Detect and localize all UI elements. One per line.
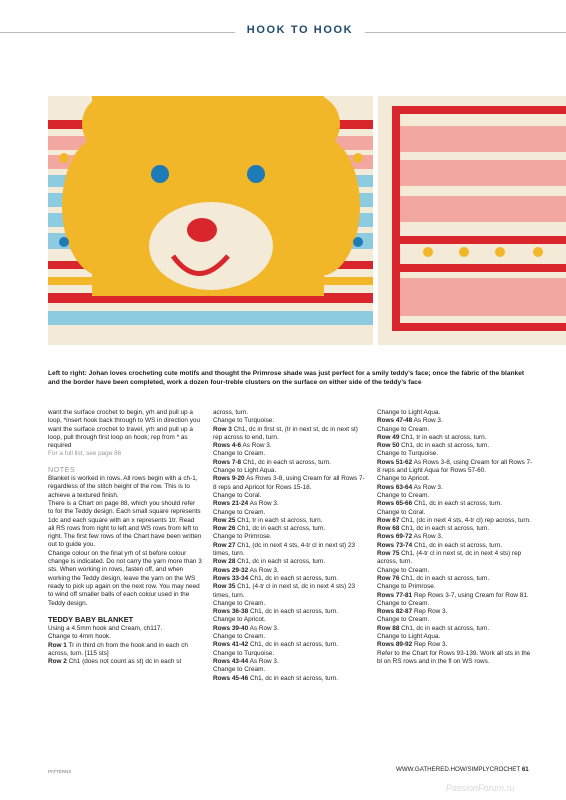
- pattern-row: [213, 459, 367, 467]
- pattern-row: [213, 467, 367, 475]
- row-text: Change to Apricot.: [377, 475, 430, 483]
- row-text: Rep Row 3.: [413, 641, 448, 649]
- row-text: As Row 3.: [249, 657, 279, 665]
- row-text: Change to Light Aqua.: [213, 467, 277, 475]
- pattern-row: [377, 650, 533, 667]
- row-text: Rep Row 3.: [413, 608, 448, 616]
- row-label: Rows 77-81: [377, 591, 413, 599]
- pattern-row: [213, 500, 367, 508]
- row-label: Row 49: [377, 433, 400, 441]
- pattern-row: [213, 492, 367, 500]
- footer-url-page: [396, 766, 529, 773]
- row-text: As Row 3.: [413, 533, 443, 541]
- row-label: Rows 4-6: [213, 442, 242, 450]
- photo-caption: Left to right: Johan loves crocheting cute motifs and thought the Primrose shade was just perfect for a smily teddy’s face; once the fabric of the blanket and the border have been completed, work a dozen four-treble clusters on the surface on either side of the teddy’s face: [48, 370, 525, 386]
- row-text: Change to Turquoise.: [213, 649, 275, 657]
- row-label: Rows 69-72: [377, 533, 413, 541]
- row-label: Row 50: [377, 442, 400, 450]
- pattern-row: [213, 600, 367, 608]
- row-text: Ch1, (dc in next 4 sts, 4-tr cl in next st) 23 times, turn.: [213, 541, 356, 558]
- row-text: As Row 3.: [413, 417, 443, 425]
- footer-url: WWW.GATHERED.HOW/SIMPLYCROCHET: [396, 766, 521, 773]
- row-text: As Row 3.: [249, 624, 279, 632]
- pattern-row: [377, 517, 533, 525]
- row-text: Change to Primrose.: [377, 583, 436, 591]
- row-text: Tr in third ch from the hook and in each ch across, turn. [115 sts]: [48, 641, 188, 658]
- row-label: Rows 51-62: [377, 458, 413, 466]
- row-label: Rows 82-87: [377, 608, 413, 616]
- row-text: As Row 3.: [249, 500, 279, 508]
- abbreviations-reference: For a full list, see page 86: [48, 450, 122, 458]
- row-label: Row 3: [213, 425, 232, 433]
- row-text: Ch1, dc in each st across, turn.: [249, 574, 339, 582]
- pattern-row: [213, 608, 367, 616]
- row-text: Change to Cream.: [377, 491, 430, 499]
- pattern-row: [213, 533, 367, 541]
- row-text: Ch1, dc in each st across, turn.: [401, 624, 490, 632]
- pattern-row: [377, 533, 533, 541]
- footer-section-label: PATTERNS: [48, 769, 72, 774]
- row-label: Row 26: [213, 525, 236, 533]
- blanket-corner-photo: [378, 96, 566, 345]
- row-label: Row 25: [213, 516, 236, 524]
- pattern-row: [213, 475, 367, 492]
- row-label: Rows 9-20: [213, 475, 245, 483]
- pattern-row: [213, 575, 367, 583]
- row-label: Rows 65-66: [377, 500, 413, 508]
- page-header: [0, 22, 566, 42]
- pattern-row: [377, 583, 533, 591]
- pattern-row: [213, 567, 367, 575]
- pattern-row: [377, 575, 533, 583]
- row-text: Change to Cream.: [213, 599, 266, 607]
- watermark: PassionForum.ru: [446, 783, 515, 793]
- teddy-blanket-illustration: [48, 96, 373, 345]
- row-text: Change to Light Aqua.: [377, 409, 441, 416]
- pattern-row: [213, 625, 367, 633]
- pattern-row: [377, 475, 533, 483]
- surface-crochet-text: want the surface crochet to begin, yrh and pull up a loop, *insert hook back through to WS in direction you want the surface crochet to travel, yrh and pull up a loop, pull through first loop on hook; rep from * as required: [48, 409, 201, 450]
- pattern-row: [48, 642, 202, 659]
- pattern-row: [377, 592, 533, 600]
- pattern-row: [377, 459, 533, 476]
- row-label: Row 2: [48, 658, 67, 666]
- row-label: Rows 41-42: [213, 641, 249, 649]
- row-label: Rows 39-40: [213, 624, 249, 632]
- row-text: As Row 3.: [249, 566, 279, 574]
- pattern-row: [377, 492, 533, 500]
- row-text: Ch1, dc in each st across, turn.: [249, 674, 339, 682]
- row-text: Ch1, dc in each st across, turn.: [413, 541, 503, 549]
- row-text: Change to Cream.: [377, 566, 430, 574]
- row-text: Ch1, dc in each st across, turn.: [249, 641, 339, 649]
- row-text: Change to Cream.: [377, 599, 430, 607]
- page-number: 61: [521, 766, 529, 773]
- row-label: Row 1: [48, 641, 67, 649]
- row-label: Rows 63-64: [377, 483, 413, 491]
- row-text: Ch1, (dc in next 4 sts, 4-tr cl) rep across, turn.: [401, 516, 531, 524]
- row-text: across, turn.: [213, 409, 249, 416]
- pattern-row: [377, 616, 533, 624]
- pattern-row: [213, 509, 367, 517]
- row-text: Change to Cream.: [377, 616, 430, 624]
- row-text: Change to Cream.: [213, 450, 266, 458]
- pattern-row: [213, 616, 367, 624]
- pattern-row: [377, 550, 533, 567]
- row-text: Change to Turquoise.: [213, 417, 275, 425]
- row-text: Change to Coral.: [377, 508, 426, 516]
- row-text: Ch1, dc in each st across, turn.: [237, 525, 326, 533]
- pattern-row: [377, 426, 533, 434]
- row-text: Ch1, (4-tr cl in next st, dc in next 4 sts) 23 times, turn.: [213, 583, 356, 599]
- row-text: Ch1, dc in each st across, turn.: [413, 500, 503, 508]
- pattern-row: [377, 409, 533, 417]
- row-label: Rows 73-74: [377, 541, 413, 549]
- row-label: Row 28: [213, 558, 236, 566]
- row-label: Row 75: [377, 550, 400, 558]
- pattern-row: [213, 650, 367, 658]
- row-text: Ch1, tr in each st across, turn.: [237, 516, 323, 524]
- row-text: Change to Coral.: [213, 491, 262, 499]
- row-text: Change to Cream.: [213, 508, 266, 516]
- text-column-1: [48, 409, 202, 667]
- pattern-row: [213, 426, 367, 443]
- row-label: Row 35: [213, 583, 236, 591]
- row-text: Ch1, dc in each st across, turn.: [401, 525, 490, 533]
- row-label: Rows 7-8: [213, 458, 242, 466]
- pattern-row: [377, 600, 533, 608]
- pattern-row: [377, 434, 533, 442]
- row-label: Row 88: [377, 624, 400, 632]
- notes-text: Blanket is worked in rows. All rows begin with a ch-1, regardless of the stitch height of the row. This is to achieve a textured finish. There is a Chart on page 88, which you should refer to for the Teddy design. Each small square represents 1dc and each square with an x represents 1tr. Read all RS rows from right to left and WS rows from left to right. The first few rows of the Chart have been written out to guide you. Change colour on the final yrh of st before colour change is indicated. Do not carry the yarn more than 3 sts. When working in rows, fasten off, and when working the Teddy design, leave the yarn on the WS ready to pick up again on the next row. You may need to wind off smaller balls of each colour used in the Teddy design.: [48, 475, 202, 607]
- row-text: As Row 3.: [242, 442, 272, 450]
- notes-heading: NOTES: [48, 464, 76, 474]
- row-text: Change to Cream.: [213, 633, 266, 641]
- pattern-row: [213, 633, 367, 641]
- pattern-row: [213, 542, 367, 559]
- row-text: Ch1, dc in each st across, turn.: [237, 558, 326, 566]
- row-text: Ch1, (4-tr cl in next st, dc in next 4 sts) rep across, turn.: [377, 550, 522, 566]
- row-text: Ch1, tr in each st across, turn.: [401, 433, 487, 441]
- row-label: Row 67: [377, 516, 400, 524]
- pattern-intro: Using a 4.5mm hook and Cream, ch117. Change to 4mm hook.: [48, 625, 163, 641]
- row-text: Change to Cream.: [213, 666, 266, 674]
- pattern-row: [213, 517, 367, 525]
- row-text: Rep Rows 3-7, using Cream for Row 81.: [413, 591, 529, 599]
- pattern-row: [377, 542, 533, 550]
- pattern-row: [48, 658, 202, 666]
- pattern-row: [377, 625, 533, 633]
- row-text: Ch1, dc in each st across, turn.: [401, 442, 490, 450]
- pattern-row: [213, 583, 367, 600]
- row-text: As Rows 3-8, using Cream for all Rows 7-8 reps and Light Aqua for Rows 57-60.: [377, 458, 533, 475]
- pattern-row: [213, 450, 367, 458]
- row-label: Rows 33-34: [213, 574, 249, 582]
- pattern-row: [377, 500, 533, 508]
- header-rule-left: [0, 32, 235, 33]
- pattern-heading: TEDDY BABY BLANKET: [48, 614, 134, 624]
- row-label: Row 68: [377, 525, 400, 533]
- pattern-row: [377, 509, 533, 517]
- row-label: Rows 89-92: [377, 641, 413, 649]
- row-text: Change to Cream.: [377, 425, 430, 433]
- row-text: Ch1, dc in first st, (tr in next st, dc in next st) rep across to end, turn.: [213, 425, 358, 441]
- pattern-row: [377, 484, 533, 492]
- row-text: Change to Turquoise.: [377, 450, 439, 458]
- pattern-row: [213, 525, 367, 533]
- pattern-rows: [48, 642, 202, 667]
- pattern-row: [377, 525, 533, 533]
- blanket-corner-illustration: [378, 96, 566, 345]
- row-text: As Rows 3-8, using Cream for all Rows 7-8 reps and Apricot for Rows 15-18.: [213, 475, 365, 491]
- pattern-row: [377, 417, 533, 425]
- row-text: Change to Primrose.: [213, 533, 272, 541]
- pattern-row: [213, 658, 367, 666]
- pattern-row: [377, 567, 533, 575]
- pattern-row: [377, 442, 533, 450]
- row-text: Change to Apricot.: [213, 616, 266, 624]
- row-label: Row 76: [377, 574, 400, 582]
- pattern-row: [213, 666, 367, 674]
- row-text: Change to Light Aqua.: [377, 633, 441, 641]
- pattern-row: [213, 675, 367, 683]
- row-text: Ch1, dc in each st across, turn.: [242, 458, 331, 466]
- row-text: Ch1, dc in each st across, turn.: [249, 608, 339, 616]
- pattern-row: [213, 409, 367, 417]
- row-label: Rows 43-44: [213, 657, 249, 665]
- row-label: Rows 47-48: [377, 417, 413, 425]
- row-label: Rows 29-32: [213, 566, 249, 574]
- text-column-2: [213, 409, 367, 683]
- row-label: Row 27: [213, 541, 236, 549]
- pattern-row: [213, 641, 367, 649]
- teddy-blanket-photo: [48, 96, 373, 345]
- pattern-row: [377, 641, 533, 649]
- row-text: Ch1 (does not count as st) dc in each st: [68, 658, 182, 666]
- row-text: Ch1, dc in each st across, turn.: [401, 574, 490, 582]
- pattern-row: [377, 608, 533, 616]
- section-title: HOOK TO HOOK: [246, 24, 354, 36]
- pattern-row: [377, 450, 533, 458]
- pattern-row: [213, 442, 367, 450]
- text-column-3: [377, 409, 533, 666]
- row-label: Rows 36-38: [213, 608, 249, 616]
- row-text: As Row 3.: [413, 483, 443, 491]
- row-label: Rows 45-46: [213, 674, 249, 682]
- header-rule-right: [365, 32, 566, 33]
- pattern-row: [213, 558, 367, 566]
- row-label: Rows 21-24: [213, 500, 249, 508]
- pattern-row: [377, 633, 533, 641]
- row-text: Refer to the Chart for Rows 93-139. Work all sts in the bl on RS rows and in the fl on WS rows.: [377, 649, 531, 665]
- pattern-row: [213, 417, 367, 425]
